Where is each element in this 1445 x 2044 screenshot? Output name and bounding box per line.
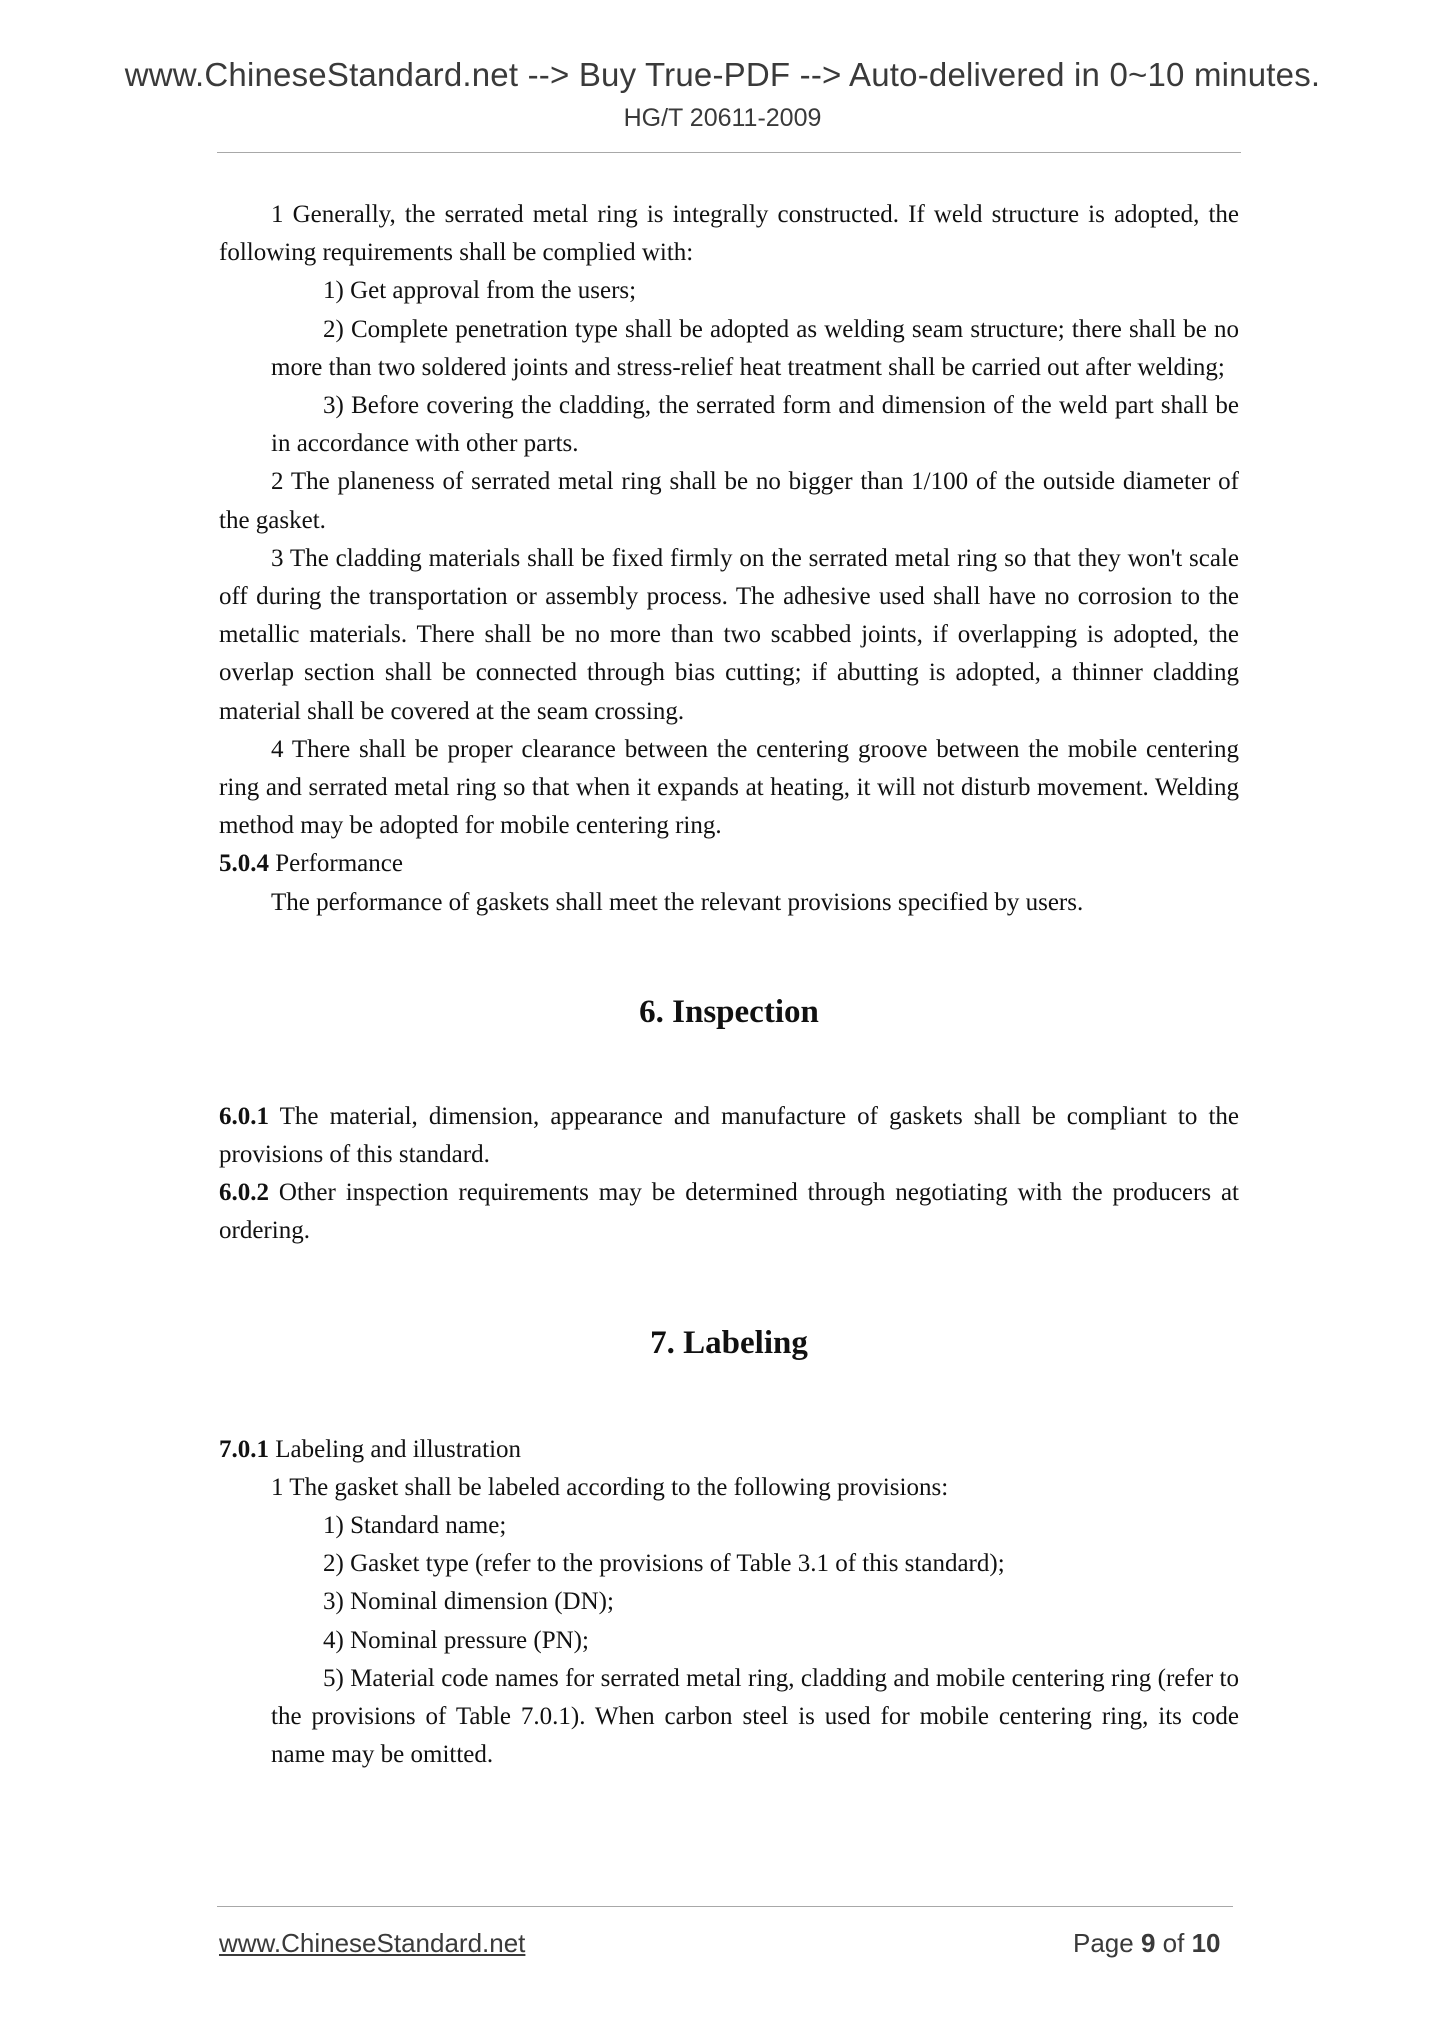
page-of: of xyxy=(1155,1928,1192,1958)
clause-number: 6.0.2 xyxy=(219,1179,269,1207)
sub-item-1-2: 2) Complete penetration type shall be adopted as welding seam structure; there shall be no more than two soldered joints and stress-relief heat treatment shall be carried out after welding; xyxy=(271,315,1239,381)
header-banner: www.ChineseStandard.net --> Buy True-PDF --> Auto-delivered in 0~10 minutes. xyxy=(124,56,1321,93)
clause-number: 5.0.4 xyxy=(219,850,269,878)
clause-5-0-4-text: The performance of gaskets shall meet the relevant provisions specified by users. xyxy=(271,888,1084,916)
clause-6-0-2 xyxy=(219,1174,1239,1250)
clause-text: Other inspection requirements may be determined through negotiating with the producers at ordering. xyxy=(219,1179,1239,1245)
clause-text: The material, dimension, appearance and manufacture of gaskets shall be compliant to the provisions of this standard. xyxy=(219,1102,1239,1169)
labeling-sub-item-1: 1) Standard name; xyxy=(323,1512,507,1540)
clause-title: Labeling and illustration xyxy=(269,1435,522,1463)
page-total: 10 xyxy=(1191,1928,1221,1958)
labeling-item-1: 1 The gasket shall be labeled according to the following provisions: xyxy=(271,1473,949,1501)
document-number: HG/T 20611-2009 xyxy=(623,104,822,132)
paragraph-item-1: 1 Generally, the serrated metal ring is integrally constructed. If weld structure is adopted, the following requirements shall be complied with: xyxy=(219,201,1239,267)
page-current: 9 xyxy=(1140,1928,1156,1958)
sub-item-1-3: 3) Before covering the cladding, the serrated form and dimension of the weld part shall be in accordance with other parts. xyxy=(271,392,1239,458)
labeling-sub-item-4: 4) Nominal pressure (PN); xyxy=(323,1626,589,1654)
paragraph-item-3: 3 The cladding materials shall be fixed firmly on the serrated metal ring so that they won't scale off during the transportation or assembly process. The adhesive used shall have no corrosion to the metallic materials. There shall be no more than two scabbed joints, if overlapping is adopted, the overlap section shall be connected through bias cutting; if abutting is adopted, a thinner cladding material shall be covered at the seam crossing. xyxy=(219,544,1239,725)
labeling-sub-item-5: 5) Material code names for serrated metal ring, cladding and mobile centering ring (refer to the provisions of Table 7.0.1). When carbon steel is used for mobile centering ring, its code name may be omitted. xyxy=(271,1664,1239,1769)
paragraph-item-4: 4 There shall be proper clearance between the centering groove between the mobile centering ring and serrated metal ring so that when it expands at heating, it will not disturb movement. Welding method may be adopted for mobile centering ring. xyxy=(219,735,1239,840)
clause-6-0-1 xyxy=(219,1098,1239,1174)
clause-title: Performance xyxy=(269,850,403,878)
section-7-heading: 7. Labeling xyxy=(650,1324,808,1361)
page-word: Page xyxy=(1073,1928,1141,1958)
labeling-sub-item-3: 3) Nominal dimension (DN); xyxy=(323,1588,614,1616)
clause-number: 7.0.1 xyxy=(219,1435,269,1463)
clause-7-0-1-heading xyxy=(219,1431,1239,1469)
clause-number: 6.0.1 xyxy=(219,1102,269,1130)
clause-5-0-4-heading xyxy=(219,845,1239,883)
footer-website-link[interactable]: www.ChineseStandard.net xyxy=(219,1928,526,1958)
sub-item-1-1: 1) Get approval from the users; xyxy=(323,277,637,305)
footer-divider xyxy=(217,1906,1233,1907)
paragraph-item-2: 2 The planeness of serrated metal ring shall be no bigger than 1/100 of the outside diameter of the gasket. xyxy=(219,468,1239,534)
document-body xyxy=(219,196,1239,1775)
section-6-heading: 6. Inspection xyxy=(639,993,819,1030)
page-indicator xyxy=(1073,1928,1220,1959)
header-divider xyxy=(217,152,1241,153)
labeling-sub-item-2: 2) Gasket type (refer to the provisions of Table 3.1 of this standard); xyxy=(323,1550,1005,1578)
